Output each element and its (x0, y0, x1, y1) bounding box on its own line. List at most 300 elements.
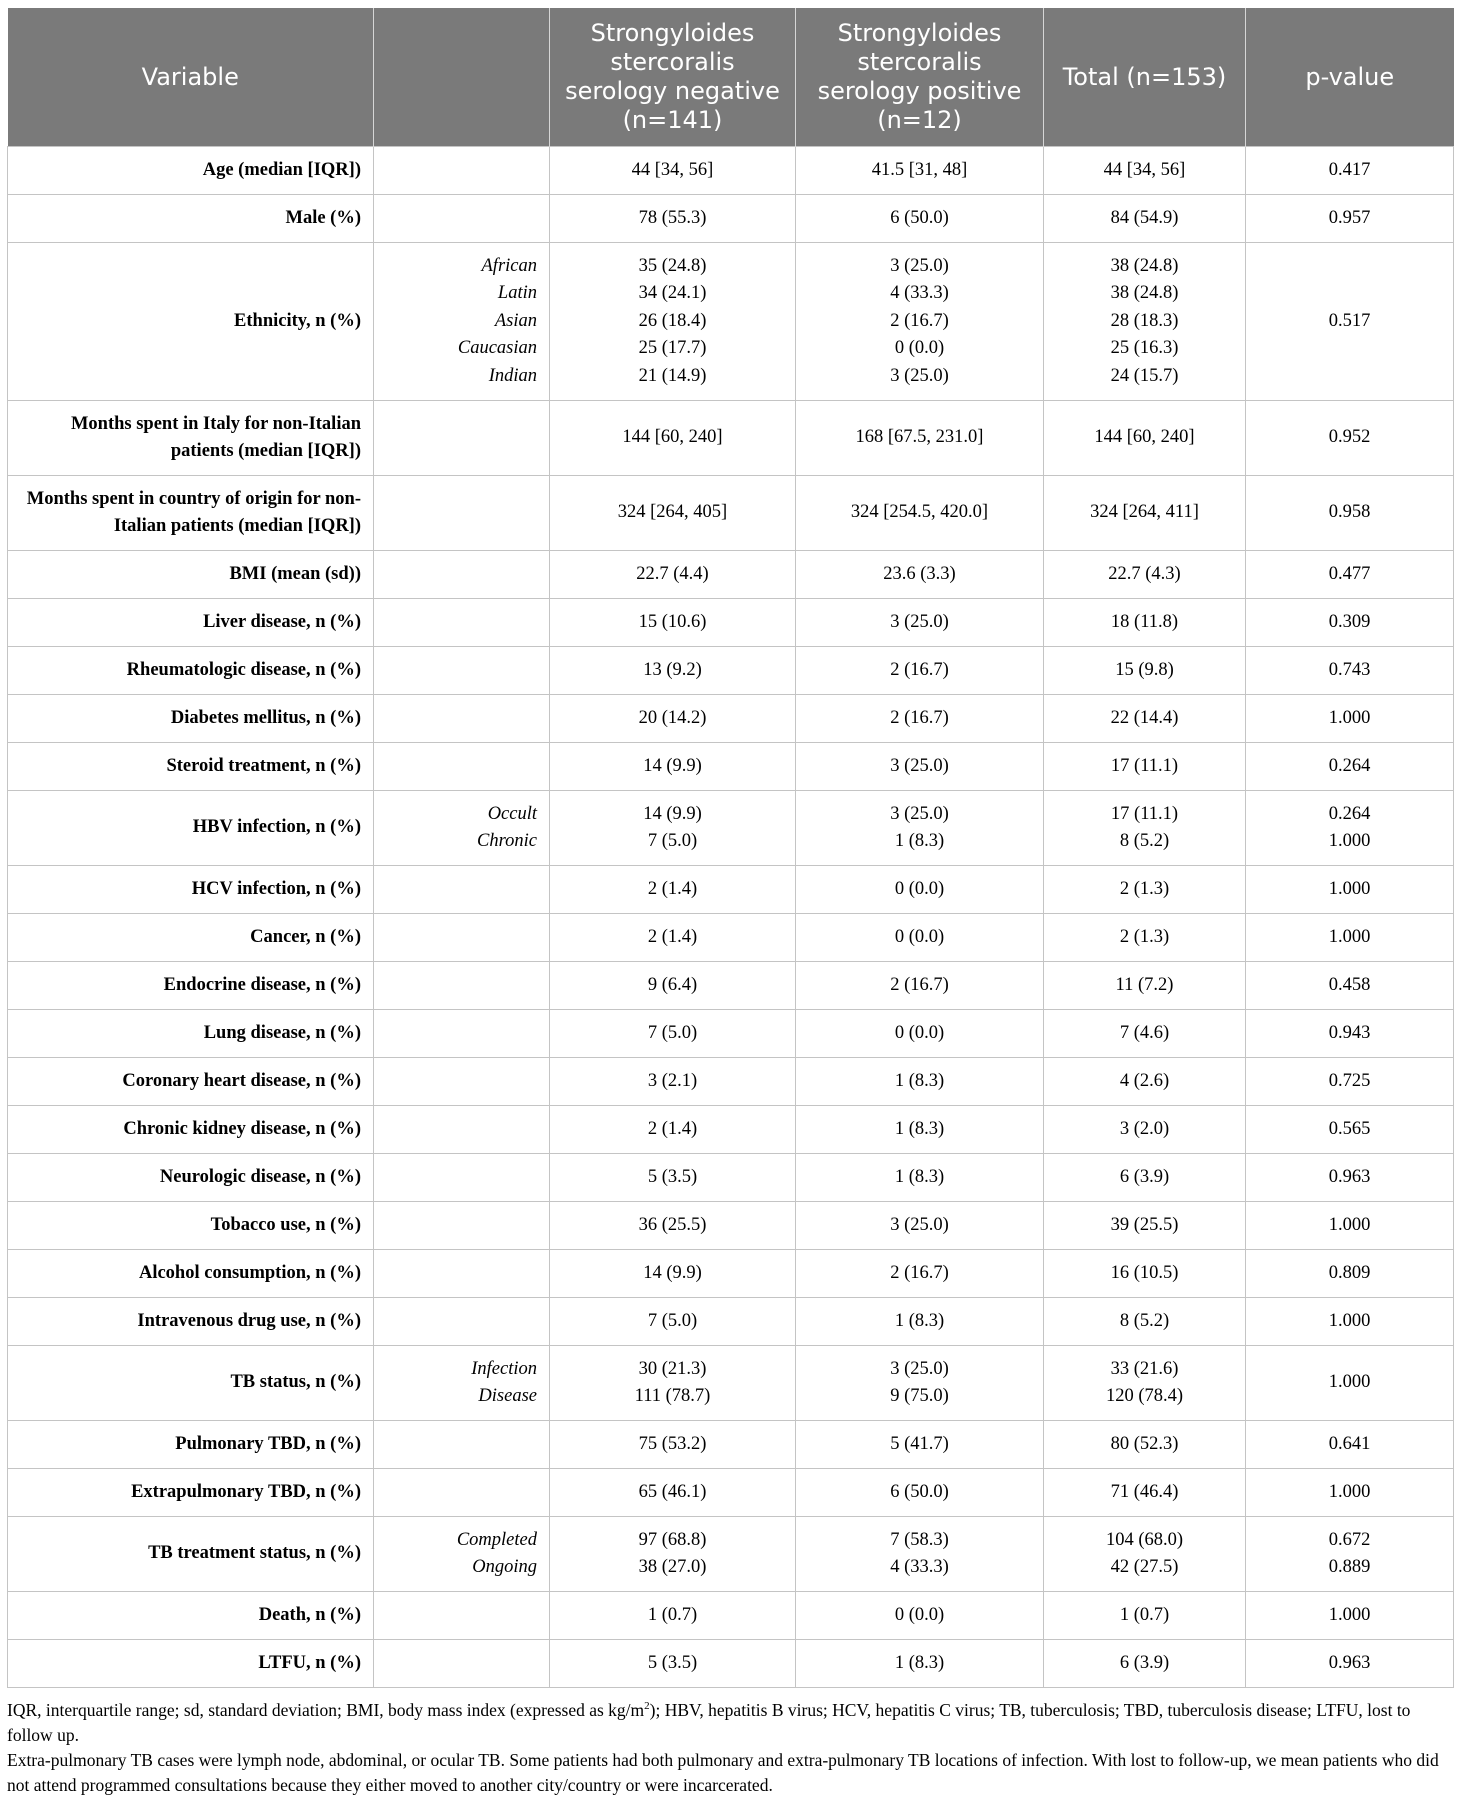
subcategory-cell (374, 962, 550, 1010)
cell-line: 2 (1.3) (1119, 926, 1170, 947)
cell-line: 324 [254.5, 420.0] (850, 502, 989, 523)
total-cell (1044, 476, 1246, 551)
p-value-cell (1246, 743, 1454, 791)
row-label: HCV infection, n (%) (8, 866, 374, 914)
cell-line: 168 [67.5, 231.0] (855, 427, 984, 448)
cell-line: 1.000 (1328, 1310, 1371, 1331)
positive-cell (796, 195, 1044, 243)
row-label: Tobacco use, n (%) (8, 1202, 374, 1250)
negative-cell (550, 1202, 796, 1250)
cell-line: Latin (497, 283, 537, 304)
cell-line: 0.565 (1328, 1118, 1371, 1139)
abbrev-superscript: 2 (644, 1700, 650, 1712)
cell-line: 324 [264, 405] (617, 502, 728, 523)
cell-line: 2 (1.3) (1119, 878, 1170, 899)
cell-line: 9 (6.4) (647, 974, 698, 995)
row-label: Months spent in Italy for non-Italian patients (median [IQR]) (8, 401, 374, 476)
cell-line: 7 (58.3) (890, 1529, 949, 1550)
subcategory-cell (374, 1058, 550, 1106)
positive-cell (796, 1640, 1044, 1688)
negative-cell (550, 1250, 796, 1298)
total-cell (1044, 866, 1246, 914)
p-value-cell (1246, 962, 1454, 1010)
cell-line: 33 (21.6) (1110, 1358, 1179, 1379)
cell-line: 14 (9.9) (643, 1262, 702, 1283)
row-label: Rheumatologic disease, n (%) (8, 647, 374, 695)
subcategory-cell (374, 1106, 550, 1154)
row-label: Neurologic disease, n (%) (8, 1154, 374, 1202)
negative-cell (550, 914, 796, 962)
cell-line: 1.000 (1328, 1604, 1371, 1625)
cell-line: 1.000 (1328, 707, 1371, 728)
cell-line: 4 (2.6) (1119, 1070, 1170, 1091)
cell-line: 6 (50.0) (890, 207, 949, 228)
total-cell (1044, 401, 1246, 476)
cell-line: 26 (18.4) (638, 310, 707, 331)
positive-cell (796, 1250, 1044, 1298)
positive-cell (796, 791, 1044, 866)
table-row (8, 1298, 1454, 1346)
negative-cell (550, 1346, 796, 1421)
cell-line: 2 (16.7) (890, 659, 949, 680)
p-value-cell (1246, 1250, 1454, 1298)
cell-line: 3 (25.0) (890, 611, 949, 632)
row-label: TB status, n (%) (8, 1346, 374, 1421)
cell-line: 104 (68.0) (1105, 1529, 1184, 1550)
cell-line: 6 (50.0) (890, 1481, 949, 1502)
row-label: Death, n (%) (8, 1592, 374, 1640)
subcategory-cell (374, 1010, 550, 1058)
positive-cell (796, 914, 1044, 962)
positive-cell (796, 599, 1044, 647)
cell-line: 17 (11.1) (1110, 755, 1179, 776)
p-value-cell (1246, 243, 1454, 401)
total-cell (1044, 914, 1246, 962)
negative-cell (550, 866, 796, 914)
cell-line: 1 (8.3) (894, 831, 945, 851)
subcategory-cell (374, 914, 550, 962)
p-value-cell (1246, 401, 1454, 476)
cell-line: 44 [34, 56] (1103, 159, 1186, 180)
total-cell (1044, 1154, 1246, 1202)
abbreviations-note (7, 1694, 1453, 1748)
row-label: Lung disease, n (%) (8, 1010, 374, 1058)
cell-line: 65 (46.1) (638, 1481, 707, 1502)
cell-line: 4 (33.3) (890, 283, 949, 304)
positive-cell (796, 1202, 1044, 1250)
negative-cell (550, 1298, 796, 1346)
positive-cell (796, 1421, 1044, 1469)
cell-line: 80 (52.3) (1110, 1433, 1179, 1454)
row-label: Steroid treatment, n (%) (8, 743, 374, 791)
total-cell (1044, 1469, 1246, 1517)
table-row (8, 962, 1454, 1010)
cell-line: 3 (25.0) (890, 255, 949, 276)
header-row (8, 8, 1454, 147)
cell-line: 13 (9.2) (643, 659, 702, 680)
cell-line: 3 (25.0) (890, 803, 949, 824)
row-label: HBV infection, n (%) (8, 791, 374, 866)
cell-line: 0 (0.0) (894, 1022, 945, 1043)
cell-line: 111 (78.7) (634, 1386, 711, 1406)
cell-line: African (481, 255, 537, 276)
cell-line: 0.958 (1328, 502, 1371, 523)
cell-line: 0.725 (1328, 1070, 1371, 1091)
p-value-cell (1246, 1640, 1454, 1688)
extra-note: Extra-pulmonary TB cases were lymph node, abdominal, or ocular TB. Some patients had both pulmonary and extra-pulmonary TB locations of infection. With lost to follow-up, we mean patients who did not attend programmed consultations because they either moved to another city/country or were incarcerated. (7, 1749, 1439, 1795)
subcategory-cell (374, 1421, 550, 1469)
negative-cell (550, 1058, 796, 1106)
table-row (8, 1010, 1454, 1058)
cell-line: 2 (1.4) (647, 926, 698, 947)
cell-line: 30 (21.3) (638, 1358, 707, 1379)
negative-cell (550, 743, 796, 791)
cell-line: 28 (18.3) (1110, 310, 1179, 331)
cell-line: 1 (8.3) (894, 1652, 945, 1673)
negative-cell (550, 1106, 796, 1154)
row-label: TB treatment status, n (%) (8, 1517, 374, 1592)
p-value-cell (1246, 866, 1454, 914)
negative-cell (550, 791, 796, 866)
cell-line: 14 (9.9) (643, 803, 702, 824)
cell-line: 1.000 (1328, 1214, 1371, 1235)
header-negative: Strongyloides stercoralis serology negative (n=141) (550, 8, 796, 147)
total-cell (1044, 195, 1246, 243)
negative-cell (550, 1592, 796, 1640)
cell-line: 2 (16.7) (890, 1262, 949, 1283)
cell-line: Occult (487, 803, 537, 824)
cell-line: 1.000 (1328, 1481, 1371, 1502)
cell-line: 0.743 (1328, 659, 1371, 680)
subcategory-cell (374, 195, 550, 243)
cell-line: 0.672 (1328, 1529, 1371, 1550)
cell-line: 2 (16.7) (890, 707, 949, 728)
cell-line: Caucasian (457, 338, 537, 359)
negative-cell (550, 1154, 796, 1202)
negative-cell (550, 1469, 796, 1517)
subcategory-cell (374, 1469, 550, 1517)
cell-line: 38 (27.0) (638, 1557, 707, 1577)
p-value-cell (1246, 1517, 1454, 1592)
table-body (8, 147, 1454, 1688)
cell-line: 2 (1.4) (647, 1118, 698, 1139)
total-cell (1044, 1421, 1246, 1469)
subcategory-cell (374, 243, 550, 401)
table-row (8, 914, 1454, 962)
cell-line: 0.889 (1328, 1557, 1371, 1577)
cell-line: Chronic (477, 831, 537, 851)
p-value-cell (1246, 1346, 1454, 1421)
negative-cell (550, 962, 796, 1010)
cell-line: 22.7 (4.4) (636, 563, 709, 584)
cell-line: 3 (25.0) (890, 1358, 949, 1379)
subcategory-cell (374, 1592, 550, 1640)
positive-cell (796, 147, 1044, 195)
table-row (8, 866, 1454, 914)
cell-line: 22 (14.4) (1110, 707, 1179, 728)
total-cell (1044, 1298, 1246, 1346)
cell-line: 75 (53.2) (638, 1433, 707, 1454)
positive-cell (796, 695, 1044, 743)
subcategory-cell (374, 599, 550, 647)
negative-cell (550, 147, 796, 195)
table-row (8, 695, 1454, 743)
total-cell (1044, 743, 1246, 791)
cell-line: 6 (3.9) (1119, 1166, 1170, 1187)
table-row (8, 599, 1454, 647)
cell-line: 8 (5.2) (1119, 1310, 1170, 1331)
cell-line: 78 (55.3) (638, 207, 707, 228)
cell-line: 7 (5.0) (647, 1022, 698, 1043)
table-row (8, 1154, 1454, 1202)
total-cell (1044, 1010, 1246, 1058)
subcategory-cell (374, 1298, 550, 1346)
row-label: Pulmonary TBD, n (%) (8, 1421, 374, 1469)
subcategory-cell (374, 791, 550, 866)
cell-line: 21 (14.9) (638, 365, 707, 386)
subcategory-cell (374, 866, 550, 914)
p-value-cell (1246, 1202, 1454, 1250)
cell-line: 0.963 (1328, 1652, 1371, 1673)
row-label: Male (%) (8, 195, 374, 243)
positive-cell (796, 243, 1044, 401)
cell-line: 0.809 (1328, 1262, 1371, 1283)
cell-line: 3 (2.1) (647, 1070, 698, 1091)
positive-cell (796, 962, 1044, 1010)
positive-cell (796, 551, 1044, 599)
negative-cell (550, 1517, 796, 1592)
positive-cell (796, 1298, 1044, 1346)
row-label: LTFU, n (%) (8, 1640, 374, 1688)
header-p-value: p-value (1246, 8, 1454, 147)
subcategory-cell (374, 1202, 550, 1250)
cell-line: 9 (75.0) (890, 1386, 949, 1406)
row-label: Cancer, n (%) (8, 914, 374, 962)
total-cell (1044, 1640, 1246, 1688)
cell-line: 15 (10.6) (638, 611, 707, 632)
total-cell (1044, 1592, 1246, 1640)
row-label: Alcohol consumption, n (%) (8, 1250, 374, 1298)
table-row (8, 1250, 1454, 1298)
row-label: Chronic kidney disease, n (%) (8, 1106, 374, 1154)
subcategory-cell (374, 1346, 550, 1421)
cell-line: 0.264 (1328, 755, 1371, 776)
positive-cell (796, 1346, 1044, 1421)
cell-line: 1.000 (1328, 831, 1371, 851)
header-subcategory (374, 8, 550, 147)
p-value-cell (1246, 147, 1454, 195)
cell-line: Disease (478, 1386, 537, 1406)
cell-line: 84 (54.9) (1110, 207, 1179, 228)
positive-cell (796, 476, 1044, 551)
negative-cell (550, 599, 796, 647)
cell-line: 22.7 (4.3) (1108, 563, 1181, 584)
cell-line: 42 (27.5) (1110, 1557, 1179, 1577)
positive-cell (796, 1154, 1044, 1202)
cell-line: 2 (16.7) (890, 310, 949, 331)
header-positive: Strongyloides stercoralis serology positive (n=12) (796, 8, 1044, 147)
row-label: Ethnicity, n (%) (8, 243, 374, 401)
table-row (8, 1421, 1454, 1469)
p-value-cell (1246, 914, 1454, 962)
table-row (8, 647, 1454, 695)
p-value-cell (1246, 1058, 1454, 1106)
cell-line: 41.5 [31, 48] (871, 159, 968, 180)
cell-line: 3 (25.0) (890, 1214, 949, 1235)
negative-cell (550, 1640, 796, 1688)
total-cell (1044, 1517, 1246, 1592)
total-cell (1044, 147, 1246, 195)
row-label: Liver disease, n (%) (8, 599, 374, 647)
cell-line: 71 (46.4) (1110, 1481, 1179, 1502)
p-value-cell (1246, 1106, 1454, 1154)
cell-line: 1 (8.3) (894, 1118, 945, 1139)
p-value-cell (1246, 476, 1454, 551)
table-row (8, 743, 1454, 791)
table-row (8, 476, 1454, 551)
results-table (7, 8, 1454, 1688)
positive-cell (796, 1058, 1044, 1106)
table-row (8, 1469, 1454, 1517)
table-row (8, 195, 1454, 243)
p-value-cell (1246, 551, 1454, 599)
subcategory-cell (374, 1517, 550, 1592)
table-row (8, 1106, 1454, 1154)
total-cell (1044, 243, 1246, 401)
cell-line: Indian (488, 365, 537, 386)
cell-line: 1.000 (1328, 878, 1371, 899)
cell-line: 14 (9.9) (643, 755, 702, 776)
cell-line: 0.309 (1328, 611, 1371, 632)
cell-line: 3 (25.0) (890, 755, 949, 776)
cell-line: 4 (33.3) (890, 1557, 949, 1577)
header-variable: Variable (8, 8, 374, 147)
p-value-cell (1246, 791, 1454, 866)
p-value-cell (1246, 695, 1454, 743)
positive-cell (796, 1592, 1044, 1640)
subcategory-cell (374, 551, 550, 599)
positive-cell (796, 743, 1044, 791)
negative-cell (550, 195, 796, 243)
subcategory-cell (374, 647, 550, 695)
positive-cell (796, 1010, 1044, 1058)
p-value-cell (1246, 599, 1454, 647)
cell-line: 25 (17.7) (638, 338, 707, 359)
cell-line: 2 (16.7) (890, 974, 949, 995)
table-row (8, 1058, 1454, 1106)
subcategory-cell (374, 401, 550, 476)
total-cell (1044, 1202, 1246, 1250)
total-cell (1044, 1106, 1246, 1154)
negative-cell (550, 476, 796, 551)
cell-line: 0.963 (1328, 1166, 1371, 1187)
cell-line: 7 (4.6) (1119, 1022, 1170, 1043)
total-cell (1044, 599, 1246, 647)
positive-cell (796, 866, 1044, 914)
cell-line: 120 (78.4) (1105, 1386, 1184, 1406)
p-value-cell (1246, 647, 1454, 695)
row-label: Diabetes mellitus, n (%) (8, 695, 374, 743)
positive-cell (796, 1517, 1044, 1592)
table-row (8, 1202, 1454, 1250)
cell-line: 0.641 (1328, 1433, 1371, 1454)
cell-line: 7 (5.0) (647, 1310, 698, 1331)
negative-cell (550, 551, 796, 599)
subcategory-cell (374, 743, 550, 791)
cell-line: 0 (0.0) (894, 878, 945, 899)
table-row (8, 1517, 1454, 1592)
cell-line: 7 (5.0) (647, 831, 698, 851)
cell-line: 0.517 (1328, 310, 1371, 331)
cell-line: Asian (494, 310, 537, 331)
cell-line: 1 (0.7) (647, 1604, 698, 1625)
cell-line: 1.000 (1328, 926, 1371, 947)
row-label: Intravenous drug use, n (%) (8, 1298, 374, 1346)
table-row (8, 243, 1454, 401)
cell-line: 36 (25.5) (638, 1214, 707, 1235)
row-label: Extrapulmonary TBD, n (%) (8, 1469, 374, 1517)
cell-line: Completed (456, 1529, 537, 1550)
p-value-cell (1246, 1421, 1454, 1469)
table-row (8, 1592, 1454, 1640)
cell-line: 6 (3.9) (1119, 1652, 1170, 1673)
row-label: Months spent in country of origin for non-Italian patients (median [IQR]) (8, 476, 374, 551)
table-row (8, 791, 1454, 866)
cell-line: 0.417 (1328, 159, 1371, 180)
positive-cell (796, 401, 1044, 476)
table-container (7, 8, 1453, 1798)
negative-cell (550, 647, 796, 695)
negative-cell (550, 1421, 796, 1469)
cell-line: 144 [60, 240] (1094, 427, 1195, 448)
cell-line: 18 (11.8) (1110, 611, 1179, 632)
cell-line: 0.477 (1328, 563, 1371, 584)
row-label: BMI (mean (sd)) (8, 551, 374, 599)
table-row (8, 1346, 1454, 1421)
table-row (8, 147, 1454, 195)
total-cell (1044, 1346, 1246, 1421)
cell-line: 11 (7.2) (1115, 974, 1174, 995)
cell-line: 35 (24.8) (638, 255, 707, 276)
total-cell (1044, 791, 1246, 866)
subcategory-cell (374, 147, 550, 195)
total-cell (1044, 1058, 1246, 1106)
subcategory-cell (374, 1250, 550, 1298)
total-cell (1044, 1250, 1246, 1298)
subcategory-cell (374, 1640, 550, 1688)
cell-line: 0 (0.0) (894, 926, 945, 947)
subcategory-cell (374, 695, 550, 743)
negative-cell (550, 695, 796, 743)
cell-line: Infection (471, 1358, 537, 1379)
cell-line: 1 (8.3) (894, 1310, 945, 1331)
total-cell (1044, 551, 1246, 599)
cell-line: 5 (3.5) (647, 1652, 698, 1673)
cell-line: 15 (9.8) (1115, 659, 1174, 680)
cell-line: 0.264 (1328, 803, 1371, 824)
total-cell (1044, 647, 1246, 695)
cell-line: 0.458 (1328, 974, 1371, 995)
cell-line: 0.952 (1328, 427, 1371, 448)
subcategory-cell (374, 1154, 550, 1202)
cell-line: Ongoing (472, 1557, 537, 1577)
row-label: Age (median [IQR]) (8, 147, 374, 195)
p-value-cell (1246, 1592, 1454, 1640)
cell-line: 20 (14.2) (638, 707, 707, 728)
cell-line: 2 (1.4) (647, 878, 698, 899)
header-total: Total (n=153) (1044, 8, 1246, 147)
cell-line: 324 [264, 411] (1090, 502, 1199, 523)
